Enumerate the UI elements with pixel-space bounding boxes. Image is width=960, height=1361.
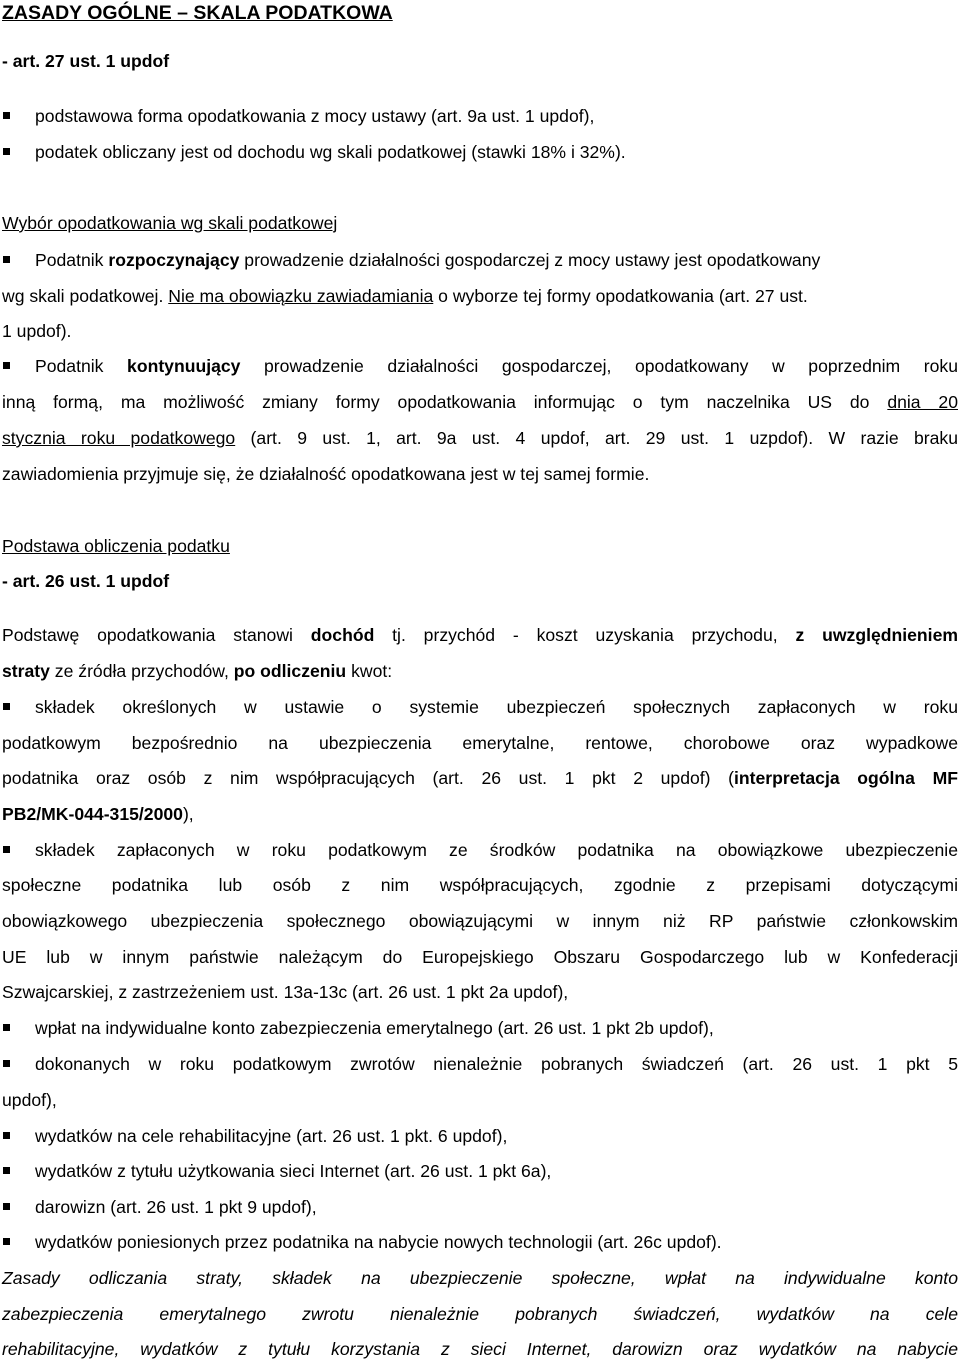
bullet-icon: [3, 1238, 10, 1245]
list-item-line: składek zapłaconych w roku podatkowym ze środków podatnika na obowiązkowe ubezpieczenie: [35, 840, 958, 860]
bullet-icon: [3, 703, 10, 710]
paragraph-line: inną formą, ma możliwość zmiany formy opodatkowania informując o tym naczelnika US do dnia 20: [2, 392, 958, 412]
list-item: podatek obliczany jest od dochodu wg skali podatkowej (stawki 18% i 32%).: [35, 142, 626, 162]
bullet-icon: [3, 256, 10, 263]
italic-note-line: rehabilitacyjne, wydatków z tytułu korzystania z sieci Internet, darowizn oraz wydatków na nabycie: [2, 1339, 958, 1359]
list-item-line: podatkowym bezpośrednio na ubezpieczenia emerytalne, rentowe, chorobowe oraz wypadkowe: [2, 733, 958, 753]
page-title: ZASADY OGÓLNE – SKALA PODATKOWA: [2, 2, 393, 24]
paragraph-line: zawiadomienia przyjmuje się, że działalność opodatkowana jest w tej samej formie.: [2, 464, 650, 484]
paragraph-line: Podatnik rozpoczynający prowadzenie działalności gospodarczej z mocy ustawy jest opodatkowany: [35, 250, 821, 270]
list-item-line: składek określonych w ustawie o systemie ubezpieczeń społecznych zapłaconych w roku: [35, 697, 958, 717]
list-item: wydatków poniesionych przez podatnika na nabycie nowych technologii (art. 26c updof).: [35, 1232, 722, 1252]
paragraph-line: Podatnik kontynuujący prowadzenie działalności gospodarczej, opodatkowany w poprzednim roku: [35, 356, 959, 376]
section-title-base: Podstawa obliczenia podatku: [2, 536, 230, 556]
section-title-choice: Wybór opodatkowania wg skali podatkowej: [2, 213, 338, 233]
list-item-line: UE lub w innym państwie należącym do Europejskiego Obszaru Gospodarczego lub w Konfederacji: [2, 947, 958, 967]
paragraph-line: Podstawę opodatkowania stanowi dochód tj. przychód - koszt uzyskania przychodu, z uwzględnieniem: [2, 625, 958, 645]
bullet-icon: [3, 362, 10, 369]
paragraph-line: straty ze źródła przychodów, po odliczeniu kwot:: [2, 661, 393, 681]
list-item-line: dokonanych w roku podatkowym zwrotów nienależnie pobranych świadczeń (art. 26 ust. 1 pkt 5: [35, 1054, 958, 1074]
list-item: darowizn (art. 26 ust. 1 pkt 9 updof),: [35, 1197, 317, 1217]
bullet-icon: [3, 1024, 10, 1031]
bullet-icon: [3, 1203, 10, 1210]
paragraph-line: wg skali podatkowej. Nie ma obowiązku zawiadamiania o wyborze tej formy opodatkowania (art. 27 ust.: [2, 286, 808, 306]
list-item: podstawowa forma opodatkowania z mocy ustawy (art. 9a ust. 1 updof),: [35, 106, 595, 126]
bullet-icon: [3, 1060, 10, 1067]
bullet-icon: [3, 1132, 10, 1139]
list-item-line: społeczne podatnika lub osób z nim współpracujących, zgodnie z przepisami dotyczącymi: [2, 875, 958, 895]
list-item-line: Szwajcarskiej, z zastrzeżeniem ust. 13a-13c (art. 26 ust. 1 pkt 2a updof),: [2, 982, 569, 1002]
list-item: wydatków z tytułu użytkowania sieci Internet (art. 26 ust. 1 pkt 6a),: [35, 1161, 552, 1181]
bullet-icon: [3, 112, 10, 119]
italic-note-line: zabezpieczenia emerytalnego zwrotu nienależnie pobranych świadczeń, wydatków na cele: [2, 1304, 958, 1324]
list-item-line: obowiązkowego ubezpieczenia społecznego obowiązującymi w innym niż RP państwie członkowskim: [2, 911, 958, 931]
paragraph-line: 1 updof).: [2, 321, 72, 341]
article-reference: - art. 27 ust. 1 updof: [2, 51, 170, 71]
bullet-icon: [3, 1167, 10, 1174]
list-item-line: updof),: [2, 1090, 57, 1110]
list-item-line: podatnika oraz osób z nim współpracujących (art. 26 ust. 1 pkt 2 updof) (interpretacja ogólna MF: [2, 768, 958, 788]
italic-note-line: Zasady odliczania straty, składek na ubezpieczenie społeczne, wpłat na indywidualne konto: [2, 1268, 958, 1288]
list-item: wpłat na indywidualne konto zabezpieczenia emerytalnego (art. 26 ust. 1 pkt 2b updof),: [35, 1018, 714, 1038]
list-item-line: PB2/MK-044-315/2000),: [2, 804, 194, 824]
article-reference: - art. 26 ust. 1 updof: [2, 571, 170, 591]
bullet-icon: [3, 148, 10, 155]
bullet-icon: [3, 846, 10, 853]
list-item: wydatków na cele rehabilitacyjne (art. 26 ust. 1 pkt. 6 updof),: [35, 1126, 508, 1146]
paragraph-line: stycznia roku podatkowego (art. 9 ust. 1, art. 9a ust. 4 updof, art. 29 ust. 1 uzpdof). W razie braku: [2, 428, 958, 448]
